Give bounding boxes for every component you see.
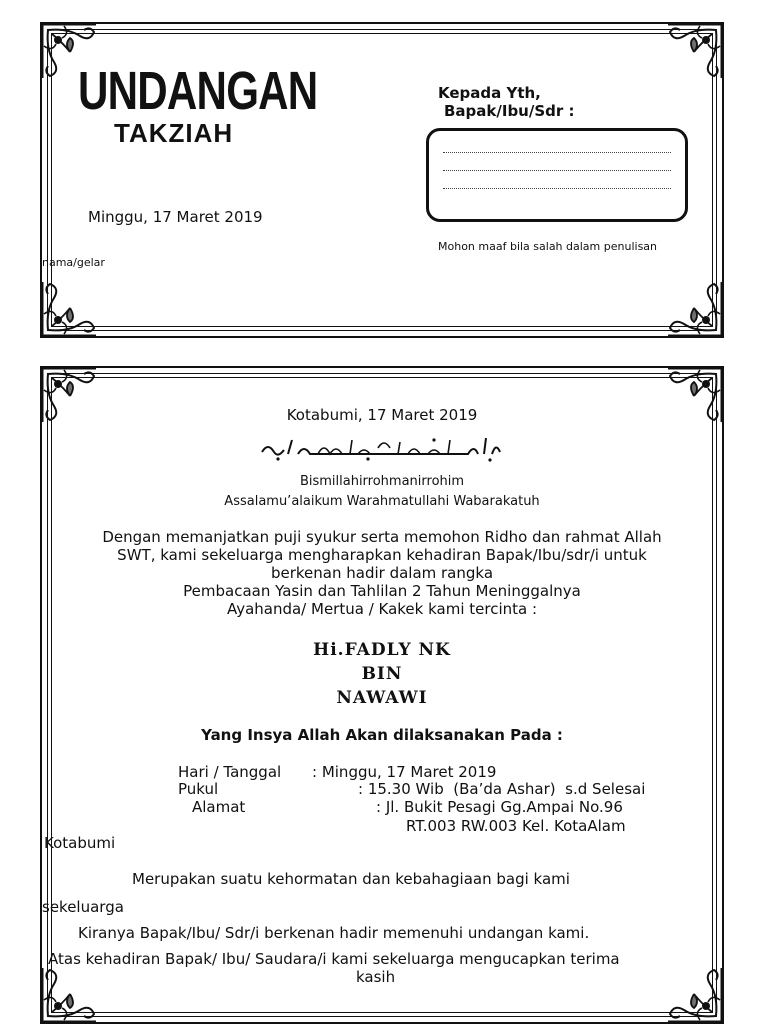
- invitation-card: [40, 366, 724, 1024]
- invitation-subtitle: TAKZIAH: [114, 118, 234, 148]
- address-box: [426, 128, 688, 222]
- address-label: Alamat: [192, 798, 246, 816]
- body-line: berkenan hadir dalam rangka: [270, 564, 494, 582]
- deceased-name: [40, 638, 724, 710]
- apology-note-continued: nama/gelar: [42, 256, 105, 269]
- closing-line-1: Merupakan suatu kehormatan dan kebahagiaan bagi kami: [132, 870, 570, 888]
- implementation-heading: Yang Insya Allah Akan dilaksanakan Pada :: [201, 726, 563, 744]
- place-date: Kotabumi, 17 Maret 2019: [286, 406, 478, 424]
- recipient-label: [438, 84, 575, 120]
- name-line: Hi.FADLY NK: [313, 640, 451, 660]
- time-label: Pukul: [178, 780, 219, 798]
- day-label: Hari / Tanggal: [178, 763, 282, 781]
- envelope-card: [40, 22, 724, 338]
- address-value: : Jl. Bukit Pesagi Gg.Ampai No.96: [376, 798, 623, 816]
- closing-line-3: Atas kehadiran Bapak/ Ibu/ Saudara/i kami sekeluarga mengucapkan terima: [48, 950, 620, 968]
- recipient-line-1: Kepada Yth,: [438, 84, 541, 102]
- body-line: Dengan memanjatkan puji syukur serta memohon Ridho dan rahmat Allah: [102, 528, 662, 546]
- salam-text: Assalamu’alaikum Warahmatullahi Wabarakatuh: [224, 494, 540, 509]
- address-dotted-line: [443, 169, 671, 171]
- closing-line-3b: kasih: [356, 968, 396, 986]
- name-line: NAWAWI: [336, 688, 428, 708]
- invitation-title: UNDANGAN: [78, 61, 318, 121]
- address-city: Kotabumi: [44, 834, 116, 852]
- address-dotted-line: [443, 187, 671, 189]
- address-dotted-line: [443, 151, 671, 153]
- recipient-line-2: Bapak/Ibu/Sdr :: [444, 102, 575, 120]
- bismillah-text: Bismillahirrohmanirrohim: [299, 474, 465, 489]
- address-value-2: RT.003 RW.003 Kel. KotaAlam: [406, 817, 626, 835]
- bismillah-calligraphy-icon: [258, 434, 504, 462]
- floral-corner-icon: [40, 966, 98, 1024]
- floral-corner-icon: [40, 280, 98, 338]
- floral-corner-icon: [666, 280, 724, 338]
- day-value: : Minggu, 17 Maret 2019: [312, 763, 497, 781]
- envelope-date: Minggu, 17 Maret 2019: [88, 208, 263, 226]
- closing-line-2: Kiranya Bapak/Ibu/ Sdr/i berkenan hadir memenuhi undangan kami.: [78, 924, 590, 942]
- body-line: Pembacaan Yasin dan Tahlilan 2 Tahun Meninggalnya: [183, 582, 581, 600]
- invitation-body: [48, 528, 716, 618]
- time-value: : 15.30 Wib (Ba’da Ashar) s.d Selesai: [358, 780, 646, 798]
- body-line: SWT, kami sekeluarga mengharapkan kehadiran Bapak/Ibu/sdr/i untuk: [117, 546, 647, 564]
- closing-line-1b: sekeluarga: [42, 898, 124, 916]
- name-line: BIN: [361, 664, 403, 684]
- body-line: Ayahanda/ Mertua / Kakek kami tercinta :: [226, 600, 538, 618]
- floral-corner-icon: [666, 22, 724, 80]
- floral-corner-icon: [666, 966, 724, 1024]
- apology-note: Mohon maaf bila salah dalam penulisan: [438, 240, 658, 253]
